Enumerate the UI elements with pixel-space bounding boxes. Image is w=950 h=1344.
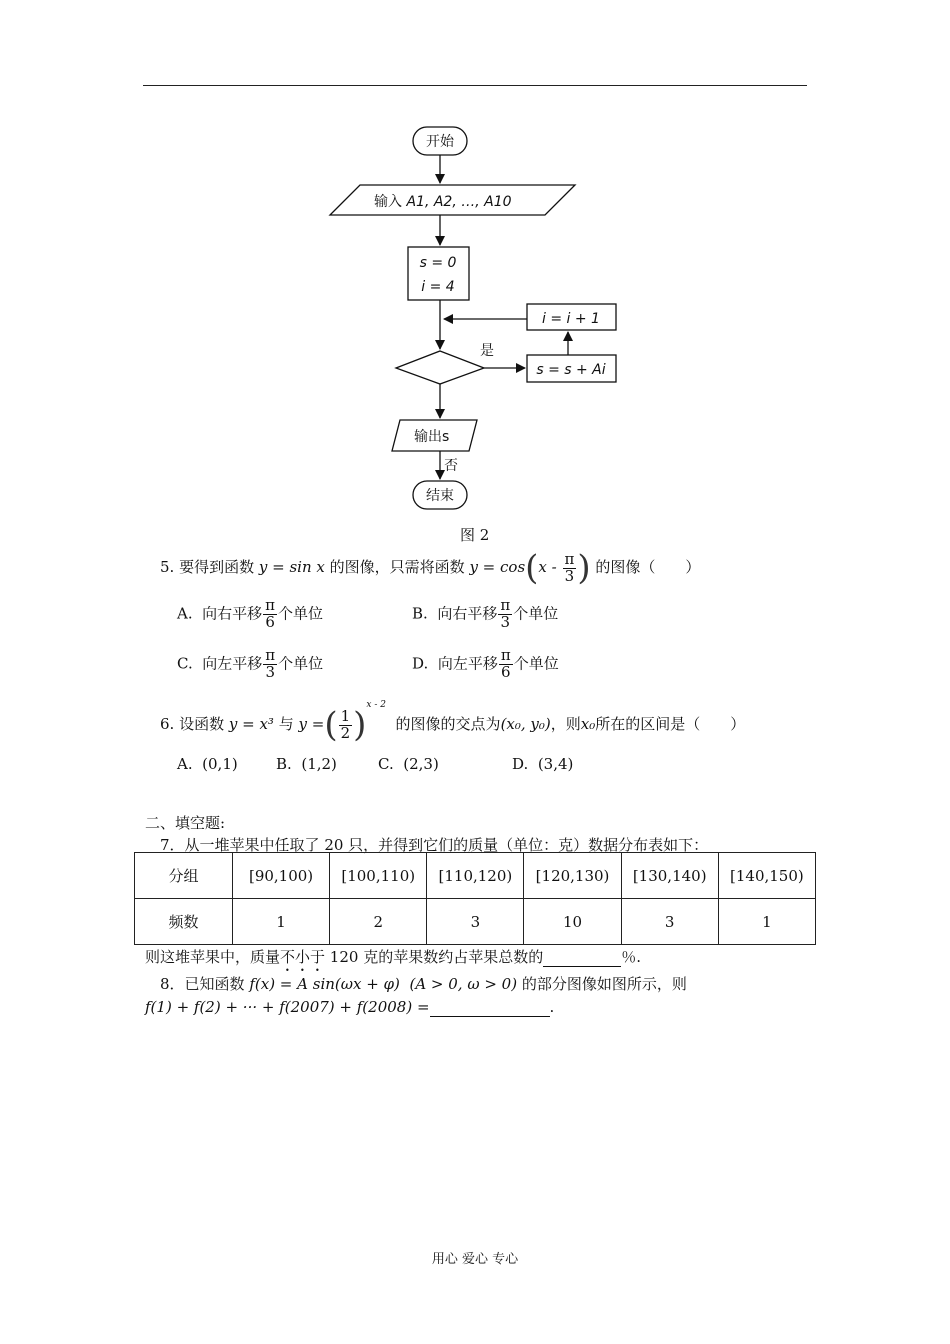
yes-label: 是 [480,343,494,359]
table-cell: [110,120) [427,853,524,899]
q6-option-a: A. (0,1) [177,755,238,773]
q7-emphasis: 不小于 [280,948,326,966]
q8-func: f(x) = A sin(ωx + φ) [249,975,400,993]
q7-followup: 则这堆苹果中，质量不小于 120 克的苹果数约占苹果总数的 ％. [145,948,641,966]
q5-func2-inner: x - [538,558,562,576]
q5-func1: y = sin x [258,558,325,576]
decision-diamond [396,351,484,384]
table-row-header: 分组 [135,853,233,899]
q6-func1: y = x³ [228,715,274,733]
q5-func2-prefix: y = cos [469,558,526,576]
flowchart [0,0,950,560]
q5-text-b: 的图像，只需将函数 [329,558,465,576]
table-cell: 10 [524,899,621,945]
table-cell: [90,100) [233,853,330,899]
distribution-table [134,852,816,945]
table-cell: [120,130) [524,853,621,899]
q5-fraction: $\frac{\pi}{3}$ [564,549,575,585]
init-s-label: s = 0 [419,255,457,271]
increment-label: i = i + 1 [542,311,600,327]
end-label: 结束 [426,488,454,504]
q6-half: $\frac{1}{2}$ [340,706,351,742]
q6-exponent: x - 2 [366,700,386,710]
q5-option-c: C. 向左平移 $\frac{\pi}{3}$ 个单位 [177,646,324,681]
init-i-label: i = 4 [421,279,455,295]
question-5: 5. 要得到函数 y = sin x 的图像，只需将函数 y = cos(x - $\frac{\pi}{3}$ ) 的图像（ ） [160,548,701,588]
q5-option-b: B. 向右平移 $\frac{\pi}{3}$ 个单位 [412,596,559,631]
table-cell: 3 [621,899,718,945]
output-label: 输出s [414,429,450,445]
q5-text-a: 要得到函数 [179,558,255,576]
q8-sum: f(1) + f(2) + ··· + f(2007) + f(2008) = . [145,998,555,1016]
q8-answer-blank[interactable] [430,998,550,1017]
no-label: 否 [444,458,458,474]
question-8: 8．已知函数 f(x) = A sin(ωx + φ) (A > 0, ω > 0) 的部分图像如图所示，则 [160,975,687,993]
q6-option-d: D. (3,4) [512,755,574,773]
q7-text: 7．从一堆苹果中任取了 20 只，并得到它们的质量（单位：克）数据分布表如下： [160,836,709,854]
accumulate-label: s = s + Ai [536,362,606,378]
table-row-header: 频数 [135,899,233,945]
table-cell: [130,140) [621,853,718,899]
q5-text-c: 的图像（ ） [595,558,701,576]
table-row [135,853,816,899]
table-row [135,899,816,945]
q6-option-b: B. (1,2) [276,755,337,773]
q5-option-a: A. 向右平移 $\frac{\pi}{6}$ 个单位 [177,596,324,631]
question-6: 6. 设函数 y = x³ 与 y =( $\frac{1}{2}$ )$^{x - 2}$ 的图像的交点为(x₀, y₀)，则x₀所在的区间是（ ） [160,700,746,745]
table-cell: [140,150) [718,853,815,899]
table-cell: [100,110) [330,853,427,899]
input-label: 输入 A1, A2, …, A10 [374,194,512,210]
table-cell: 1 [718,899,815,945]
q5-number: 5. [160,558,175,576]
q7-answer-blank[interactable] [543,948,621,967]
q6-option-c: C. (2,3) [378,755,439,773]
q5-option-d: D. 向左平移 $\frac{\pi}{6}$ 个单位 [412,646,559,681]
table-cell: 3 [427,899,524,945]
table-cell: 1 [233,899,330,945]
q8-condition: (A > 0, ω > 0) [409,975,518,993]
table-cell: 2 [330,899,427,945]
section-heading: 二、填空题: [145,814,226,832]
figure-caption: 图 2 [460,526,490,544]
page-footer: 用心 爱心 专心 [431,1252,519,1267]
q6-point: (x₀, y₀) [500,715,551,733]
start-label: 开始 [426,134,454,150]
